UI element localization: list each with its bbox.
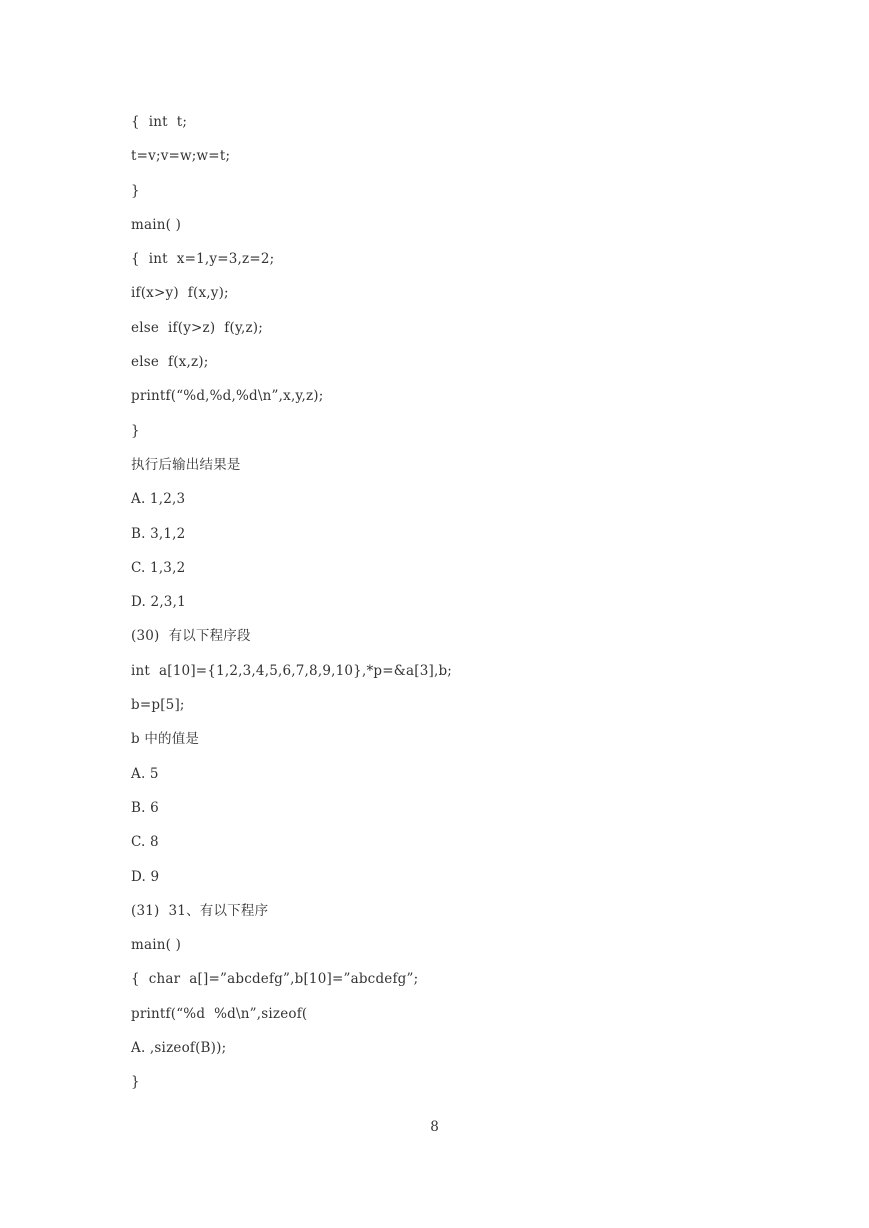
code-line: }	[131, 422, 140, 439]
code-line: }	[131, 182, 140, 199]
answer-option: D. 9	[131, 868, 160, 885]
code-line: { int x=1,y=3,z=2;	[131, 251, 275, 268]
answer-option: A. 5	[131, 765, 159, 782]
code-line: else f(x,z);	[131, 354, 209, 371]
document-body	[131, 111, 791, 1106]
code-line: printf(“%d %d\n”,sizeof(	[131, 1005, 308, 1022]
page-number: 8	[430, 1119, 439, 1135]
question-prompt: b 中的值是	[131, 731, 200, 748]
answer-option: A. 1,2,3	[131, 491, 186, 508]
code-line: main( )	[131, 937, 182, 954]
question-prompt: 执行后输出结果是	[131, 456, 241, 473]
code-line: if(x>y) f(x,y);	[131, 285, 229, 302]
code-line: b=p[5];	[131, 697, 185, 714]
code-line: t=v;v=w;w=t;	[131, 148, 231, 165]
answer-option: D. 2,3,1	[131, 594, 186, 611]
code-line: else if(y>z) f(y,z);	[131, 319, 264, 336]
question-heading: (31) 31、有以下程序	[131, 902, 269, 919]
code-line: { char a[]=”abcdefg”,b[10]=”abcdefg”;	[131, 971, 419, 988]
answer-option: C. 8	[131, 834, 159, 851]
code-line: main( )	[131, 216, 182, 233]
answer-option: C. 1,3,2	[131, 559, 186, 576]
answer-option: A. ,sizeof(B));	[131, 1040, 227, 1057]
code-line: { int t;	[131, 114, 188, 130]
answer-option: B. 3,1,2	[131, 525, 186, 542]
code-line: }	[131, 1074, 140, 1091]
code-line: printf(“%d,%d,%d\n”,x,y,z);	[131, 388, 324, 405]
code-line: int a[10]={1,2,3,4,5,6,7,8,9,10},*p=&a[3],b;	[131, 662, 453, 679]
question-heading: (30) 有以下程序段	[131, 628, 251, 645]
answer-option: B. 6	[131, 799, 159, 816]
